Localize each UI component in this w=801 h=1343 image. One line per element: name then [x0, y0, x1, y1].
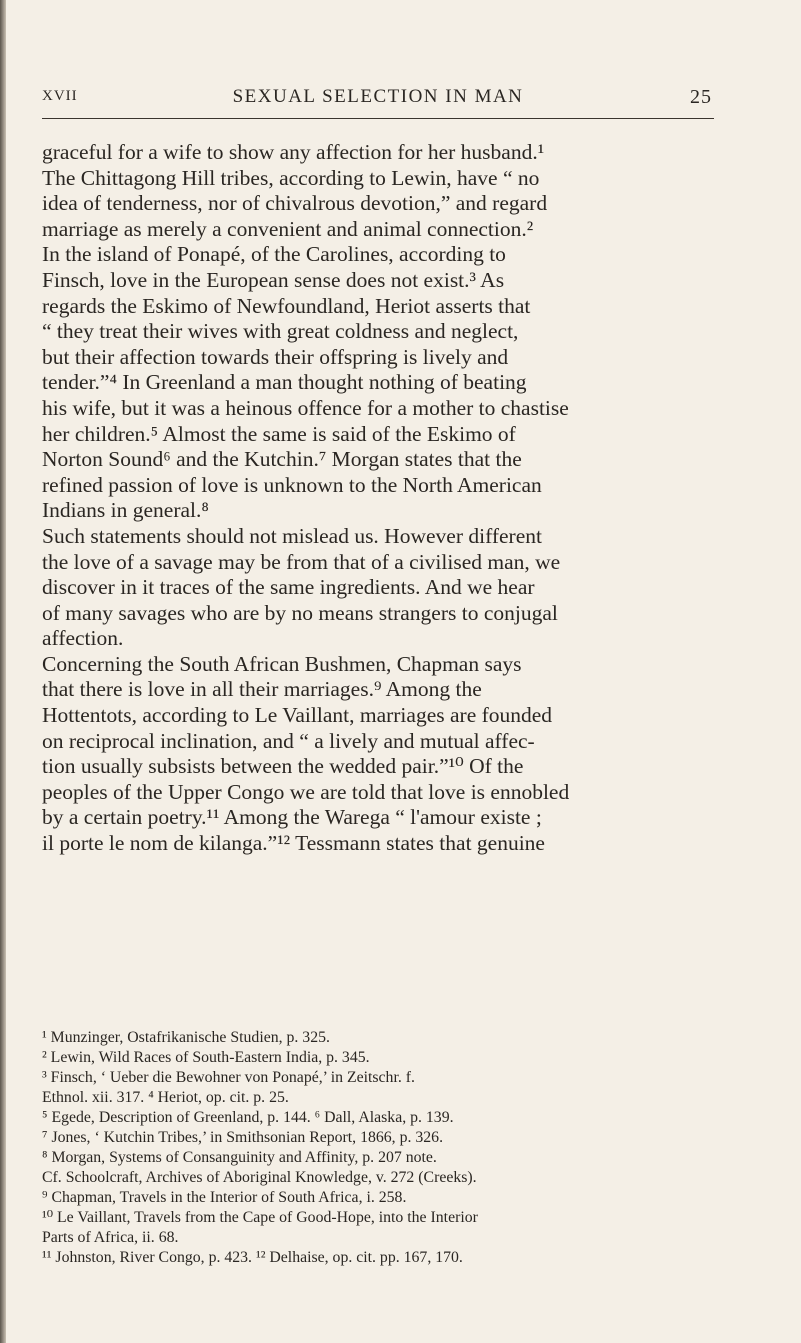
page-number: 25: [690, 86, 712, 108]
footnote: ⁹ Chapman, Travels in the Interior of South Africa, i. 258.: [42, 1189, 407, 1206]
body-line: that there is love in all their marriages.⁹ Among the: [42, 677, 482, 702]
body-line: of many savages who are by no means strangers to conjugal: [42, 600, 558, 625]
footnote: ⁷ Jones, ‘ Kutchin Tribes,’ in Smithsonian Report, 1866, p. 326.: [42, 1129, 444, 1146]
footnote: Parts of Africa, ii. 68.: [42, 1229, 179, 1246]
running-header: [42, 88, 714, 119]
body-line: tender.”⁴ In Greenland a man thought nothing of beating: [42, 370, 527, 395]
footnotes: [42, 1028, 714, 1268]
body-line: Hottentots, according to Le Vaillant, marriages are founded: [42, 703, 553, 728]
footnote: Ethnol. xii. 317. ⁴ Heriot, op. cit. p. 25.: [42, 1089, 289, 1106]
body-line: Indians in general.⁸: [42, 498, 209, 523]
body-line: his wife, but it was a heinous offence for a mother to chastise: [42, 395, 569, 420]
chapter-number: XVII: [42, 88, 78, 104]
body-line: graceful for a wife to show any affection for her husband.¹: [42, 140, 545, 164]
body-line: idea of tenderness, nor of chivalrous devotion,” and regard: [42, 191, 548, 216]
footnote: ² Lewin, Wild Races of South-Eastern India, p. 345.: [42, 1049, 370, 1066]
body-line: her children.⁵ Almost the same is said of the Eskimo of: [42, 421, 516, 446]
footnote: ¹⁰ Le Vaillant, Travels from the Cape of Good-Hope, into the Interior: [42, 1209, 478, 1226]
body-line: regards the Eskimo of Newfoundland, Heriot asserts that: [42, 293, 531, 318]
body-line: discover in it traces of the same ingredients. And we hear: [42, 575, 535, 600]
running-title: SEXUAL SELECTION IN MAN: [232, 86, 524, 107]
footnote: ¹¹ Johnston, River Congo, p. 423. ¹² Delhaise, op. cit. pp. 167, 170.: [42, 1249, 463, 1266]
footnote: ⁸ Morgan, Systems of Consanguinity and Affinity, p. 207 note.: [42, 1149, 437, 1166]
body-line: “ they treat their wives with great coldness and neglect,: [42, 319, 519, 344]
body-line: Concerning the South African Bushmen, Chapman says: [42, 651, 522, 676]
body-line: Such statements should not mislead us. However different: [42, 523, 542, 548]
body-line: Finsch, love in the European sense does not exist.³ As: [42, 267, 505, 292]
body-line: The Chittagong Hill tribes, according to Lewin, have “ no: [42, 165, 540, 190]
footnote: ⁵ Egede, Description of Greenland, p. 144. ⁶ Dall, Alaska, p. 139.: [42, 1109, 454, 1126]
footnote: Cf. Schoolcraft, Archives of Aboriginal Knowledge, v. 272 (Creeks).: [42, 1169, 477, 1186]
body-line: affection.: [42, 626, 124, 651]
body-line: marriage as merely a convenient and animal connection.²: [42, 216, 534, 241]
body-line: In the island of Ponapé, of the Carolines, according to: [42, 242, 506, 267]
footnote: ³ Finsch, ‘ Ueber die Bewohner von Ponapé,’ in Zeitschr. f.: [42, 1069, 415, 1086]
body-text: [42, 140, 714, 857]
body-line: on reciprocal inclination, and “ a lively and mutual affec-: [42, 728, 535, 753]
body-line: by a certain poetry.¹¹ Among the Warega “ l'amour existe ;: [42, 805, 542, 830]
body-line: refined passion of love is unknown to the North American: [42, 472, 542, 497]
body-line: Norton Sound⁶ and the Kutchin.⁷ Morgan states that the: [42, 447, 522, 472]
body-line: but their affection towards their offspring is lively and: [42, 344, 509, 369]
body-line: peoples of the Upper Congo we are told that love is ennobled: [42, 779, 570, 804]
body-line: tion usually subsists between the wedded pair.”¹⁰ Of the: [42, 754, 524, 779]
body-line: the love of a savage may be from that of a civilised man, we: [42, 549, 561, 574]
page-binding-edge: [0, 0, 6, 1343]
body-line: il porte le nom de kilanga.”¹² Tessmann states that genuine: [42, 831, 545, 856]
footnote: ¹ Munzinger, Ostafrikanische Studien, p. 325.: [42, 1029, 330, 1046]
